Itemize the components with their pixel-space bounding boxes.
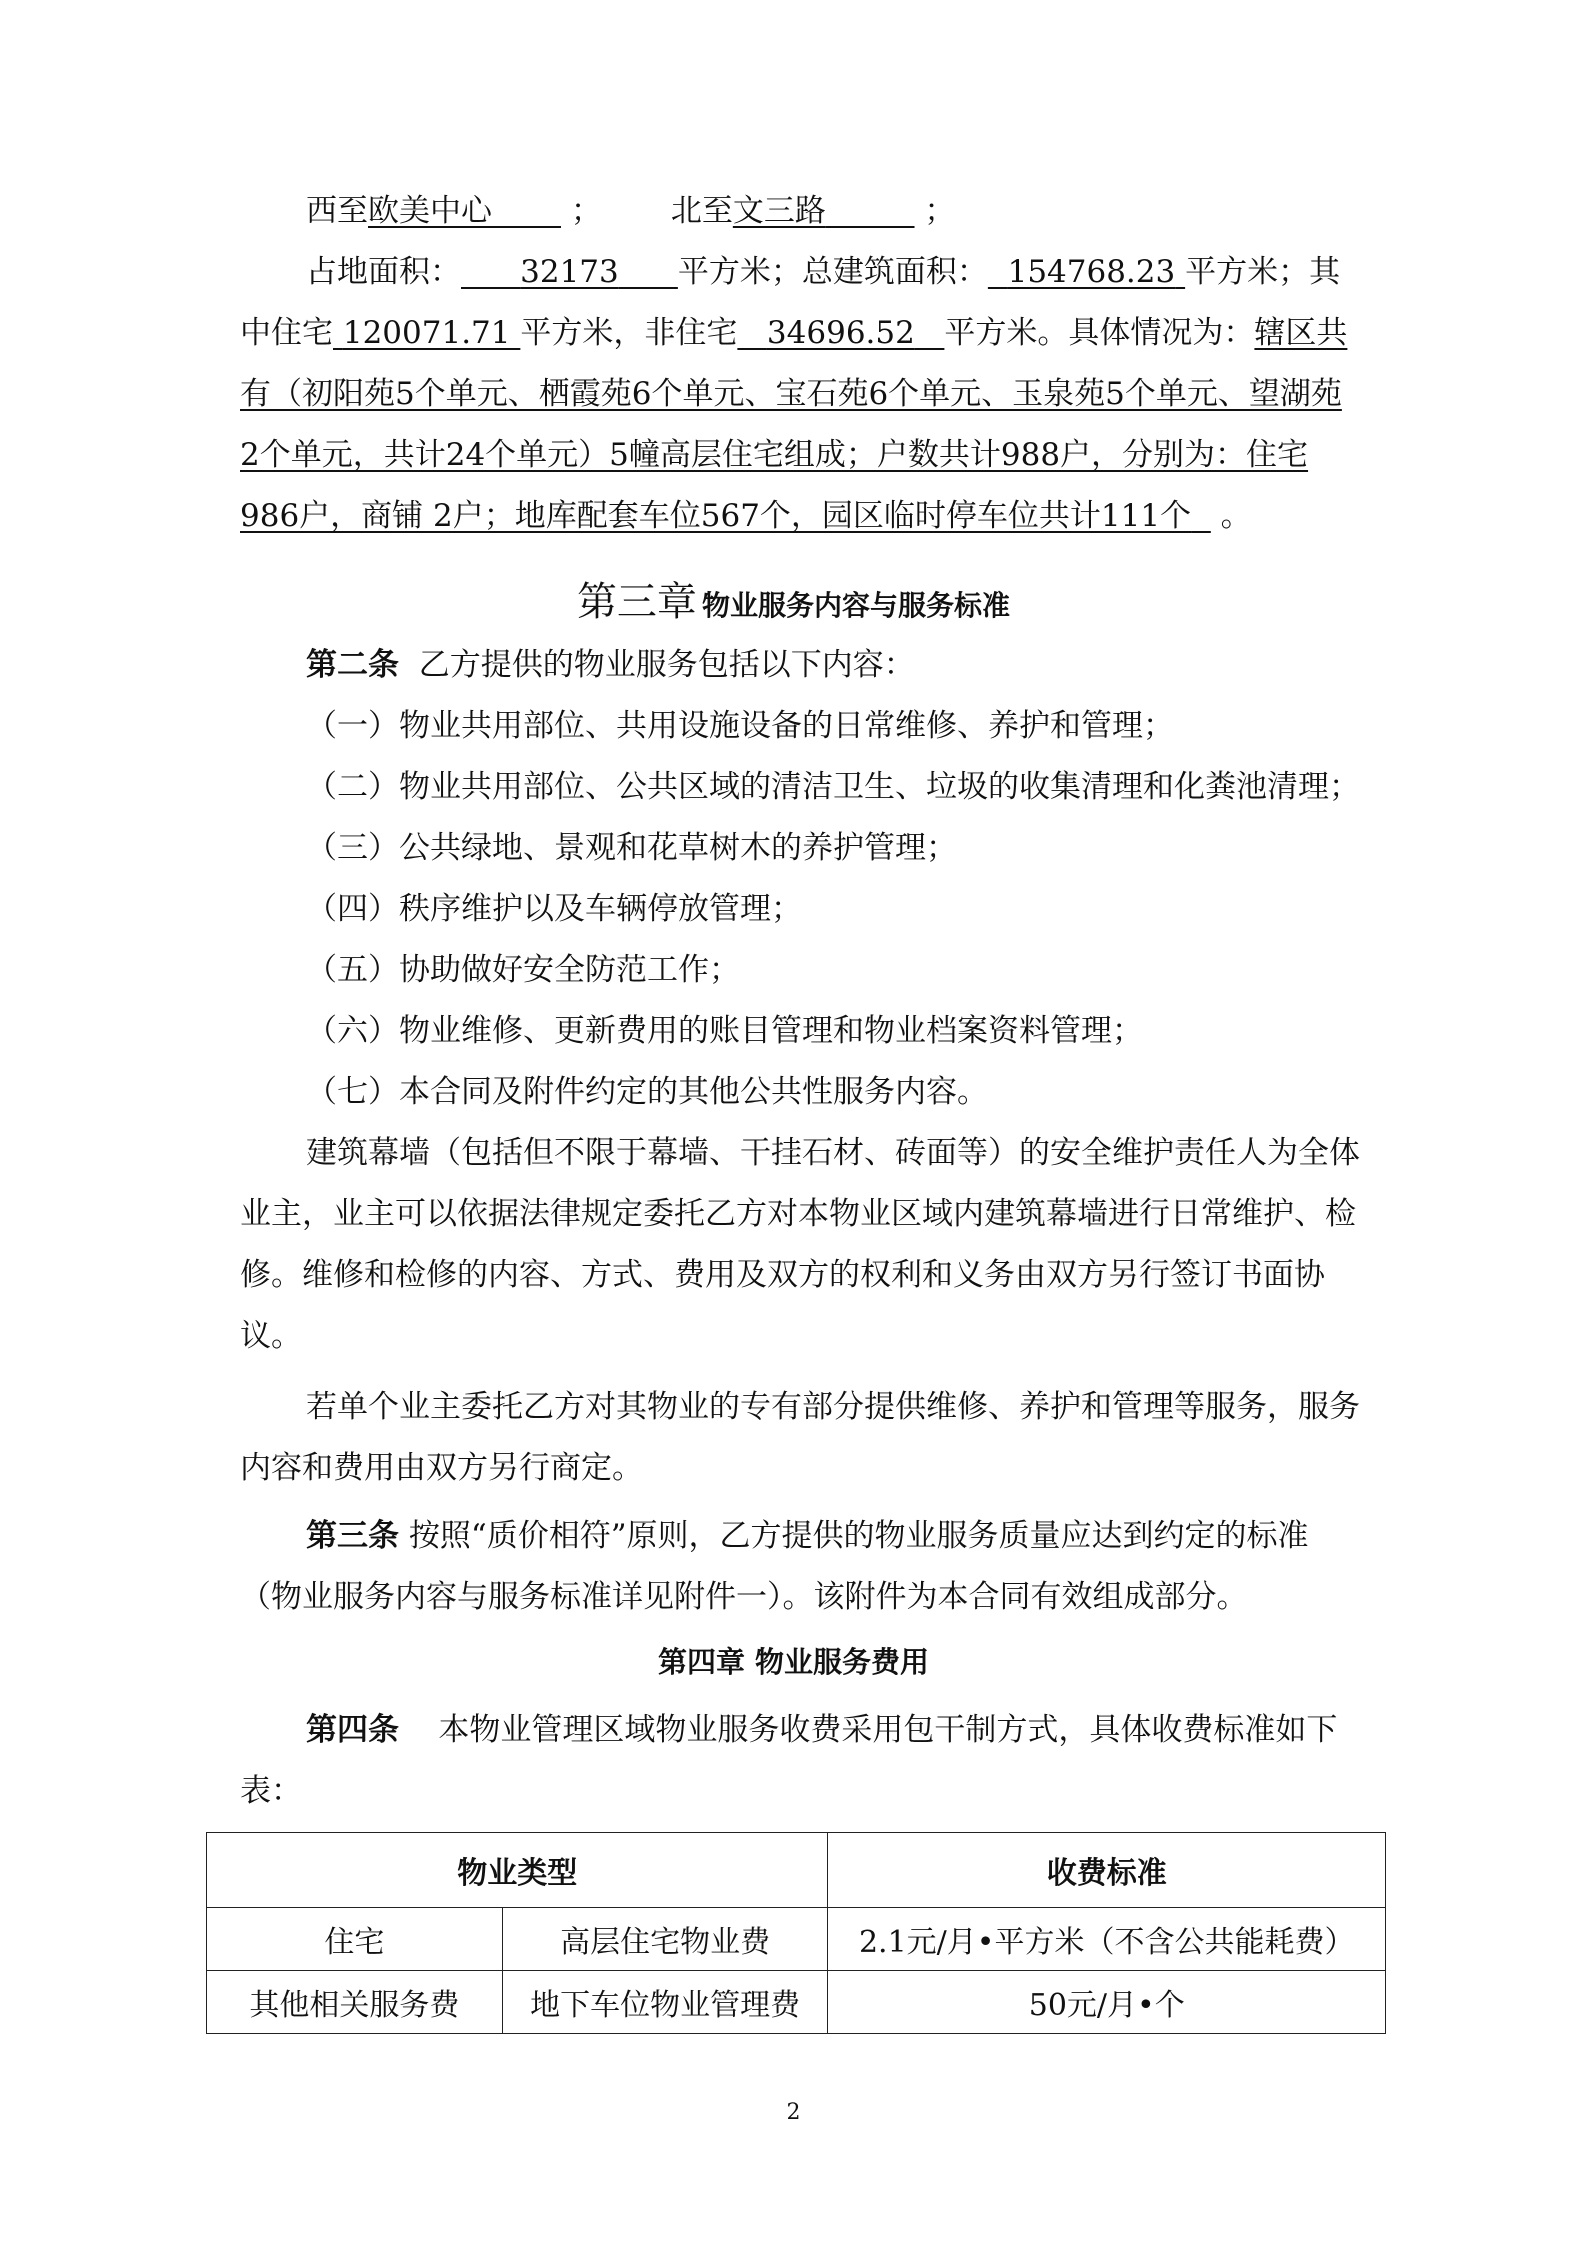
boundary-line bbox=[306, 191, 955, 231]
north-label: 北至 bbox=[670, 193, 733, 229]
land-area-value: 32173 bbox=[520, 254, 619, 290]
separator: ； bbox=[570, 193, 602, 229]
article3-label: 第三条 bbox=[306, 1518, 399, 1554]
table-header-row bbox=[207, 1833, 1386, 1908]
residential-area-label: 平方米；其中住宅 bbox=[240, 254, 1341, 351]
list-item: （一）物业共用部位、共用设施设备的日常维修、养护和管理； bbox=[306, 708, 1174, 744]
chapter3-title: 物业服务内容与服务标准 bbox=[702, 589, 1011, 622]
row-item: 高层住宅物业费 bbox=[502, 1908, 828, 1971]
row-category: 其他相关服务费 bbox=[207, 1971, 503, 2034]
table-row bbox=[207, 1908, 1386, 1971]
chapter3-number: 第三章 bbox=[576, 579, 697, 625]
row-standard: 50元/月•个 bbox=[828, 1971, 1386, 2034]
article4-label: 第四条 bbox=[306, 1712, 399, 1748]
header-property-type: 物业类型 bbox=[207, 1833, 828, 1908]
table-row bbox=[207, 1971, 1386, 2034]
detail-value: 辖区共有（初阳苑5个单元、栖霞苑6个单元、宝石苑6个单元、玉泉苑5个单元、望湖苑2个单元，共计24个单元）5幢高层住宅组成；户数共计988户，分别为：住宅986户，商铺 2户；地库配套车位567个，园区临时停车位共计111个 bbox=[240, 315, 1348, 534]
page-number: 2 bbox=[786, 2100, 801, 2125]
area-paragraph: 占地面积： 32173 平方米；总建筑面积： 154768.23 平方米；其中住宅 120071.71 平方米，非住宅 34696.52 平方米。具体情况为：辖区共有（初阳苑5个单元、栖霞苑6个单元、宝石苑6个单元、玉泉苑5个单元、望湖苑2个单元，共计24个单元）5幢高层住宅组成；户数共计988户，分别为：住宅986户，商铺 2户；地库配套车位567个，园区临时停车位共计111个 。 bbox=[240, 254, 1348, 534]
list-item: （五）协助做好安全防范工作； bbox=[306, 952, 740, 988]
row-standard: 2.1元/月•平方米（不含公共能耗费） bbox=[828, 1908, 1386, 1971]
north-value: 文三路 bbox=[732, 193, 826, 229]
list-item: （三）公共绿地、景观和花草树木的养护管理； bbox=[306, 830, 957, 866]
west-value: 欧美中心 bbox=[368, 193, 492, 229]
total-area-label: 平方米；总建筑面积： bbox=[677, 254, 988, 290]
land-area-label: 占地面积： bbox=[306, 254, 461, 290]
row-item: 地下车位物业管理费 bbox=[502, 1971, 828, 2034]
list-item: （六）物业维修、更新费用的账目管理和物业档案资料管理； bbox=[306, 1013, 1143, 1049]
chapter3-heading bbox=[0, 570, 1587, 627]
non-residential-area-label: 平方米，非住宅 bbox=[520, 315, 738, 351]
header-fee-standard: 收费标准 bbox=[828, 1833, 1386, 1908]
chapter4-heading: 第四章 物业服务费用 bbox=[657, 1645, 930, 1679]
boundary-end: ； bbox=[924, 193, 956, 229]
total-area-value: 154768.23 bbox=[1007, 254, 1176, 290]
fee-table bbox=[206, 1832, 1386, 2034]
non-residential-area-value: 34696.52 bbox=[766, 315, 915, 351]
single-owner-paragraph: 若单个业主委托乙方对其物业的专有部分提供维修、养护和管理等服务，服务内容和费用由双方另行商定。 bbox=[240, 1389, 1360, 1486]
article3-paragraph bbox=[240, 1506, 1360, 1628]
list-item: （四）秩序维护以及车辆停放管理； bbox=[306, 891, 802, 927]
article2-intro bbox=[240, 635, 1360, 696]
west-label: 西至 bbox=[306, 193, 368, 229]
list-item: （七）本合同及附件约定的其他公共性服务内容。 bbox=[306, 1074, 988, 1110]
list-item: （二）物业共用部位、公共区域的清洁卫生、垃圾的收集清理和化粪池清理； bbox=[306, 769, 1360, 805]
row-category: 住宅 bbox=[207, 1908, 503, 1971]
article4-text: 本物业管理区域物业服务收费采用包干制方式，具体收费标准如下表： bbox=[240, 1712, 1338, 1809]
article2-text: 乙方提供的物业服务包括以下内容： bbox=[418, 647, 915, 683]
detail-label: 平方米。具体情况为： bbox=[944, 315, 1255, 351]
article4-paragraph bbox=[240, 1700, 1360, 1822]
article2-label: 第二条 bbox=[306, 647, 399, 683]
article3-text: 按照“质价相符”原则，乙方提供的物业服务质量应达到约定的标准（物业服务内容与服务标准详见附件一）。该附件为本合同有效组成部分。 bbox=[240, 1518, 1309, 1615]
residential-area-value: 120071.71 bbox=[342, 315, 511, 351]
curtain-wall-paragraph: 建筑幕墙（包括但不限于幕墙、干挂石材、砖面等）的安全维护责任人为全体业主，业主可以依据法律规定委托乙方对本物业区域内建筑幕墙进行日常维护、检修。维修和检修的内容、方式、费用及双方的权利和义务由双方另行签订书面协议。 bbox=[240, 1135, 1360, 1354]
